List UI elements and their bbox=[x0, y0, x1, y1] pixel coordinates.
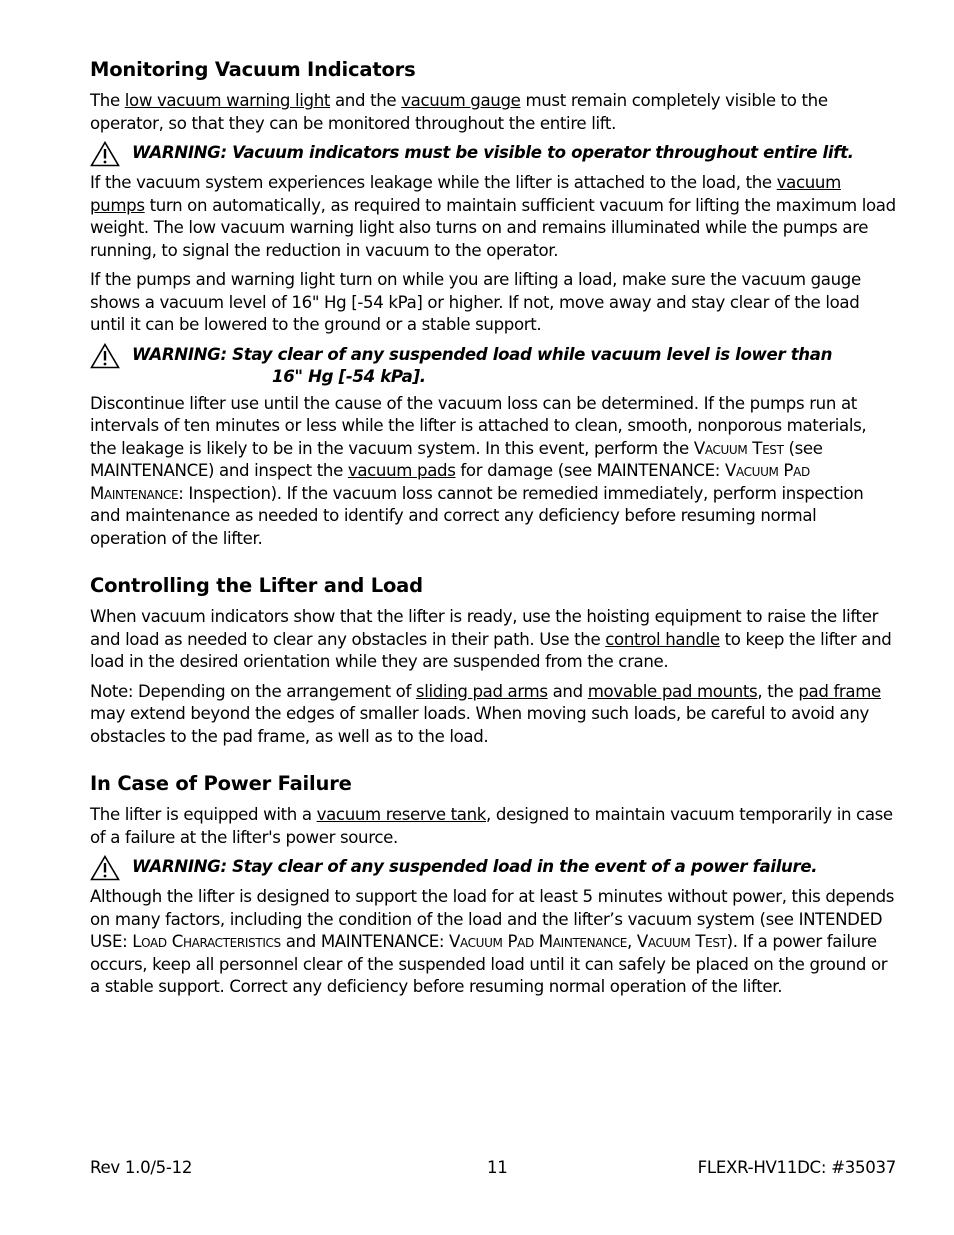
paragraph-leakage: If the vacuum system experiences leakage while the lifter is attached to the load, the vacuum pumps turn on automatically, as required to maintain sufficient vacuum for lifting the maximum load weight. The low vacuum warning light also turns on and remains illuminated while the pumps are running, to signal the reduction in vacuum to the operator. bbox=[90, 173, 896, 260]
term-sliding-pad-arms: sliding pad arms bbox=[415, 681, 548, 701]
term-vacuum-pads: vacuum pads bbox=[347, 461, 456, 480]
term-vacuum-reserve-tank: vacuum reserve tank bbox=[316, 805, 487, 824]
paragraph-indicators-visible: The low vacuum warning light and the vacuum gauge must remain completely visible to the operator, so that they can be monitored throughout the entire lift. bbox=[90, 91, 828, 133]
reference-vacuum-test: Vacuum Test bbox=[636, 932, 727, 951]
warning-indicators-visible bbox=[90, 142, 896, 167]
term-vacuum-gauge: vacuum gauge bbox=[401, 91, 521, 110]
warning-triangle-icon bbox=[90, 855, 120, 881]
reference-vacuum-pad-maintenance: Vacuum Pad Maintenance bbox=[90, 461, 810, 503]
warning-triangle-icon bbox=[90, 141, 120, 167]
warning-text: WARNING: Stay clear of any suspended load in the event of a power failure. bbox=[132, 857, 818, 876]
document-body bbox=[90, 56, 896, 1006]
warning-text: WARNING: Stay clear of any suspended load while vacuum level is lower than bbox=[132, 344, 833, 364]
term-movable-pad-mounts: movable pad mounts bbox=[587, 681, 758, 701]
paragraph-raise-lifter: When vacuum indicators show that the lifter is ready, use the hoisting equipment to raise the lifter and load as needed to clear any obstacles in their path. Use the control handle to keep the lifter and load in the desired orientation while they are suspended from the crane. bbox=[90, 607, 892, 671]
warning-text: WARNING: Vacuum indicators must be visible to operator throughout entire lift. bbox=[132, 143, 854, 162]
section-heading-monitoring: Monitoring Vacuum Indicators bbox=[90, 58, 416, 81]
paragraph-discontinue-use: Discontinue lifter use until the cause of the vacuum loss can be determined. If the pumps run at intervals of ten minutes or less while the lifter is attached to clean, smooth, nonporous materials, the leakage is likely to be in the vacuum system. In this event, perform the Vacuum Test (see MAINTENANCE) and inspect the vacuum pads for damage (see MAINTENANCE: Vacuum Pad Maintenance: Inspection). If the vacuum loss cannot be remedied immediately, perform inspection and maintenance as needed to identify and correct any deficiency before resuming normal operation of the lifter. bbox=[90, 393, 867, 548]
paragraph-note-pad-frame: Note: Depending on the arrangement of sliding pad arms and movable pad mounts, the pad frame may extend beyond the edges of smaller loads. When moving such loads, be careful to avoid any obstacles to the pad frame, as well as to the load. bbox=[90, 681, 881, 746]
reference-vacuum-pad-maintenance: Vacuum Pad Maintenance bbox=[449, 932, 628, 951]
footer-revision: Rev 1.0/5-12 bbox=[90, 1158, 193, 1177]
paragraph-pumps-warning-light: If the pumps and warning light turn on while you are lifting a load, make sure the vacuum gauge shows a vacuum level of 16" Hg [-54 kPa] or higher. If not, move away and stay clear of the load until it can be lowered to the ground or a stable support. bbox=[90, 270, 861, 334]
warning-power-failure bbox=[90, 856, 896, 881]
section-heading-controlling: Controlling the Lifter and Load bbox=[90, 574, 423, 597]
paragraph-reserve-tank: The lifter is equipped with a vacuum reserve tank, designed to maintain vacuum temporarily in case of a failure at the lifter's power source. bbox=[90, 805, 893, 847]
warning-vacuum-level bbox=[90, 344, 896, 388]
footer-page-number: 11 bbox=[487, 1158, 508, 1177]
warning-text-continued: 16" Hg [-54 kPa]. bbox=[272, 366, 426, 386]
warning-triangle-icon bbox=[90, 343, 120, 369]
paragraph-support-without-power: Although the lifter is designed to support the load for at least 5 minutes without power, this depends on many factors, including the condition of the load and the lifter’s vacuum system (see INTENDED USE: Load Characteristics and MAINTENANCE: Vacuum Pad Maintenance, Vacuum Test). If a power failure occurs, keep all personnel clear of the suspended load until it can safely be placed on the ground or a stable support. Correct any deficiency before resuming normal operation of the lifter. bbox=[90, 887, 895, 996]
term-low-vacuum-warning-light: low vacuum warning light bbox=[124, 91, 331, 110]
reference-vacuum-test: Vacuum Test bbox=[693, 438, 784, 458]
term-pad-frame: pad frame bbox=[798, 681, 881, 701]
section-heading-power-failure: In Case of Power Failure bbox=[90, 772, 352, 795]
reference-load-characteristics: Load Characteristics bbox=[132, 932, 281, 951]
footer-document-id: FLEXR-HV11DC: #35037 bbox=[697, 1158, 896, 1177]
term-control-handle: control handle bbox=[605, 629, 720, 649]
term-vacuum-pumps: vacuum pumps bbox=[90, 173, 841, 215]
